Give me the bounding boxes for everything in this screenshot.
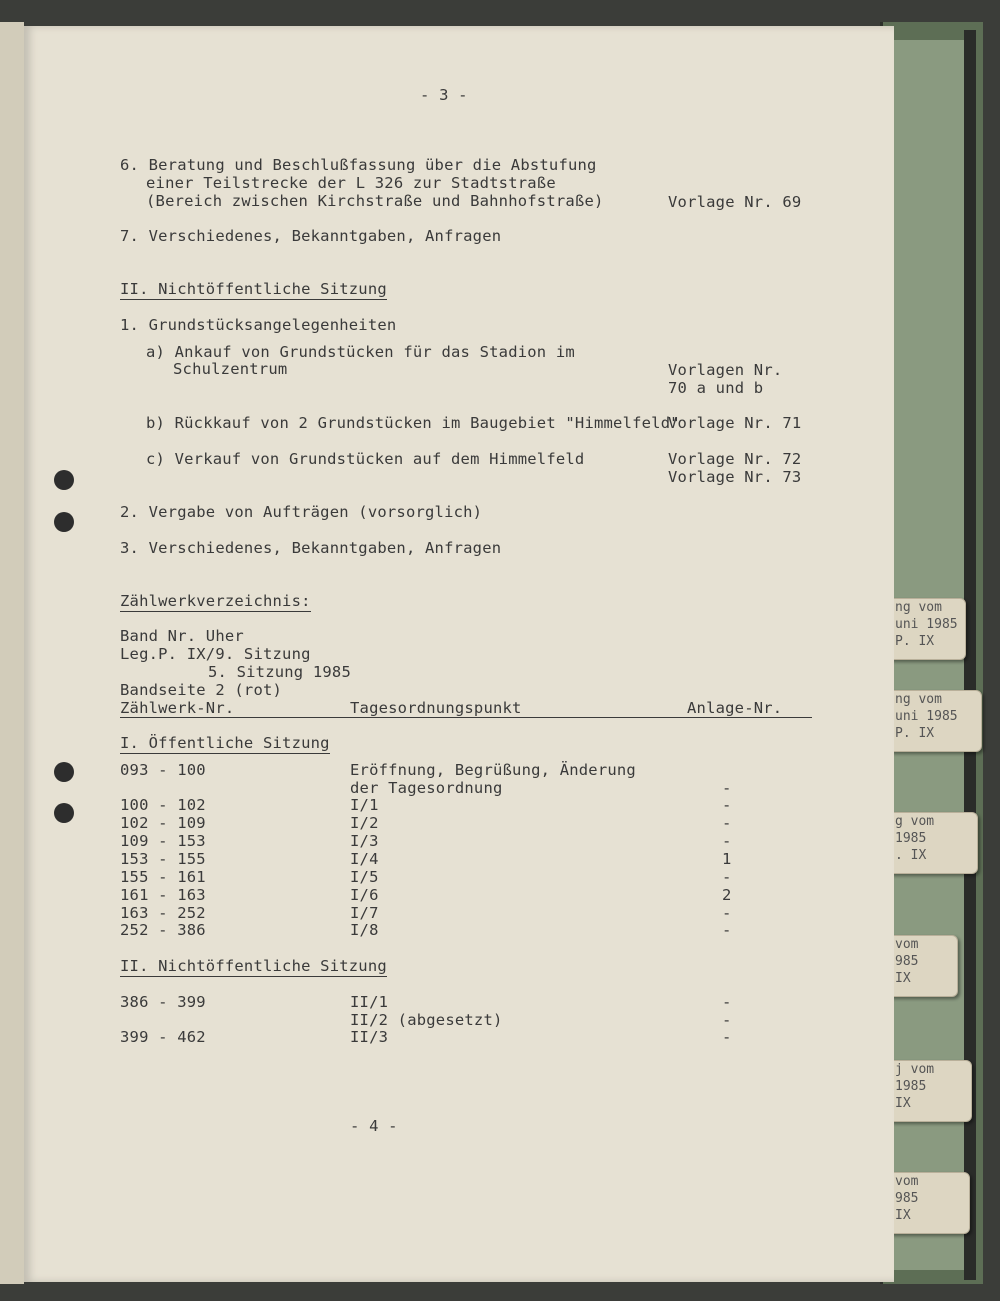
tab-text: P. IX [895, 726, 935, 741]
table-row-agenda: II/1 [350, 993, 389, 1011]
table-row-counter: 161 - 163 [120, 886, 206, 904]
table-row-attachment: - [722, 779, 732, 797]
table-row-attachment: - [722, 921, 732, 939]
table-row-attachment: 2 [722, 886, 732, 904]
counter-index-title-text: Zählwerkverzeichnis: [120, 592, 311, 610]
table-row-attachment: - [722, 904, 732, 922]
table-row-attachment: - [722, 1011, 732, 1029]
nonpublic-item-1a-ref2: 70 a und b [668, 379, 764, 397]
nonpublic-item-1c-ref2: Vorlage Nr. 73 [668, 468, 802, 486]
tab-text: uni 1985 [895, 709, 958, 724]
section-title-text: II. Nichtöffentliche Sitzung [120, 280, 387, 298]
table-row-agenda: I/6 [350, 886, 379, 904]
table-row-counter: 399 - 462 [120, 1028, 206, 1046]
table-row-counter: 153 - 155 [120, 850, 206, 868]
index-tab-4 [890, 935, 958, 997]
table-row-counter: 386 - 399 [120, 993, 206, 1011]
table-row-attachment: - [722, 868, 732, 886]
tab-text: uni 1985 [895, 617, 958, 632]
tab-text: j vom [895, 1062, 935, 1077]
nonpublic-item-3: 3. Verschiedenes, Bekanntgaben, Anfragen [120, 539, 502, 557]
tab-text: g vom [895, 814, 935, 829]
table-row-counter: 109 - 153 [120, 832, 206, 850]
table-row-agenda: der Tagesordnung [350, 779, 503, 797]
table-row-agenda: I/5 [350, 868, 379, 886]
table-row-attachment: - [722, 832, 732, 850]
left-page-edge [0, 22, 24, 1284]
agenda-item-6-line3: (Bereich zwischen Kirchstraße und Bahnhofstraße) [146, 192, 604, 210]
tab-text: vom [895, 937, 919, 952]
tab-text: IX [895, 971, 911, 986]
nonpublic-item-1c-ref1: Vorlage Nr. 72 [668, 450, 802, 468]
table-header-agenda-item: Tagesordnungspunkt [350, 699, 522, 717]
agenda-item-6-line1: 6. Beratung und Beschlußfassung über die Abstufung [120, 156, 597, 174]
agenda-item-6-ref: Vorlage Nr. 69 [668, 193, 802, 211]
tab-text: 985 [895, 954, 919, 969]
tape-band: Band Nr. Uher [120, 627, 244, 645]
table-row-agenda: I/4 [350, 850, 379, 868]
nonpublic-item-1a-ref1: Vorlagen Nr. [668, 361, 783, 379]
table-row-counter: 252 - 386 [120, 921, 206, 939]
nonpublic-item-1c: c) Verkauf von Grundstücken auf dem Himmelfeld [146, 450, 585, 468]
table-row-counter: 102 - 109 [120, 814, 206, 832]
table-row-agenda: I/3 [350, 832, 379, 850]
nonpublic-item-1a-line1: a) Ankauf von Grundstücken für das Stadion im [146, 343, 575, 361]
tape-session: 5. Sitzung 1985 [208, 663, 351, 681]
tab-text: ng vom [895, 692, 942, 707]
index-tab-5 [890, 1060, 972, 1122]
table-row-agenda: II/2 (abgesetzt) [350, 1011, 503, 1029]
tab-text: IX [895, 1208, 911, 1223]
tab-text: ng vom [895, 600, 942, 615]
index-tab-3 [890, 812, 978, 874]
table-row-agenda: I/8 [350, 921, 379, 939]
tab-text: 1985 [895, 831, 927, 846]
table-row-counter: 093 - 100 [120, 761, 206, 779]
nonpublic-item-2: 2. Vergabe von Aufträgen (vorsorglich) [120, 503, 483, 521]
table-row-attachment: - [722, 1028, 732, 1046]
agenda-item-7: 7. Verschiedenes, Bekanntgaben, Anfragen [120, 227, 502, 245]
table-row-agenda: Eröffnung, Begrüßung, Änderung [350, 761, 636, 779]
tab-text: vom [895, 1174, 919, 1189]
table-row-agenda: I/1 [350, 796, 379, 814]
tab-text: 985 [895, 1191, 919, 1206]
table-row-attachment: 1 [722, 850, 732, 868]
table-row-counter: 155 - 161 [120, 868, 206, 886]
index-tab-1 [890, 598, 966, 660]
table-row-counter: 100 - 102 [120, 796, 206, 814]
punch-hole [54, 470, 74, 490]
table-row-attachment: - [722, 814, 732, 832]
table-row-attachment: - [722, 796, 732, 814]
nonpublic-item-1a-line2: Schulzentrum [173, 360, 288, 378]
table-section-public-text: I. Öffentliche Sitzung [120, 734, 330, 752]
tab-text: P. IX [895, 634, 935, 649]
table-row-agenda: I/7 [350, 904, 379, 922]
table-section-nonpublic [120, 957, 387, 975]
table-header-rule [120, 717, 812, 718]
tab-text: . IX [895, 848, 927, 863]
page-number-bottom: - 4 - [350, 1117, 398, 1135]
agenda-item-6-line2: einer Teilstrecke der L 326 zur Stadtstraße [146, 174, 556, 192]
counter-index-title [120, 592, 311, 610]
nonpublic-item-1b: b) Rückkauf von 2 Grundstücken im Baugebiet "Himmelfeld" [146, 414, 680, 432]
index-tab-2 [890, 690, 982, 752]
index-tab-6 [890, 1172, 970, 1234]
table-row-agenda: II/3 [350, 1028, 389, 1046]
table-header-attachment: Anlage-Nr. [687, 699, 783, 717]
nonpublic-item-1: 1. Grundstücksangelegenheiten [120, 316, 397, 334]
punch-hole [54, 803, 74, 823]
table-section-public [120, 734, 330, 752]
tape-side: Bandseite 2 (rot) [120, 681, 283, 699]
page-number-top: - 3 - [420, 86, 468, 104]
table-section-nonpublic-text: II. Nichtöffentliche Sitzung [120, 957, 387, 975]
table-header-counter: Zählwerk-Nr. [120, 699, 235, 717]
punch-hole [54, 512, 74, 532]
table-row-attachment: - [722, 993, 732, 1011]
tab-text: IX [895, 1096, 911, 1111]
table-row-counter: 163 - 252 [120, 904, 206, 922]
punch-hole [54, 762, 74, 782]
tape-legislature: Leg.P. IX/9. Sitzung [120, 645, 311, 663]
tab-text: 1985 [895, 1079, 927, 1094]
nonpublic-item-1b-ref: Vorlage Nr. 71 [668, 414, 802, 432]
section-title-nonpublic [120, 280, 387, 298]
table-row-agenda: I/2 [350, 814, 379, 832]
